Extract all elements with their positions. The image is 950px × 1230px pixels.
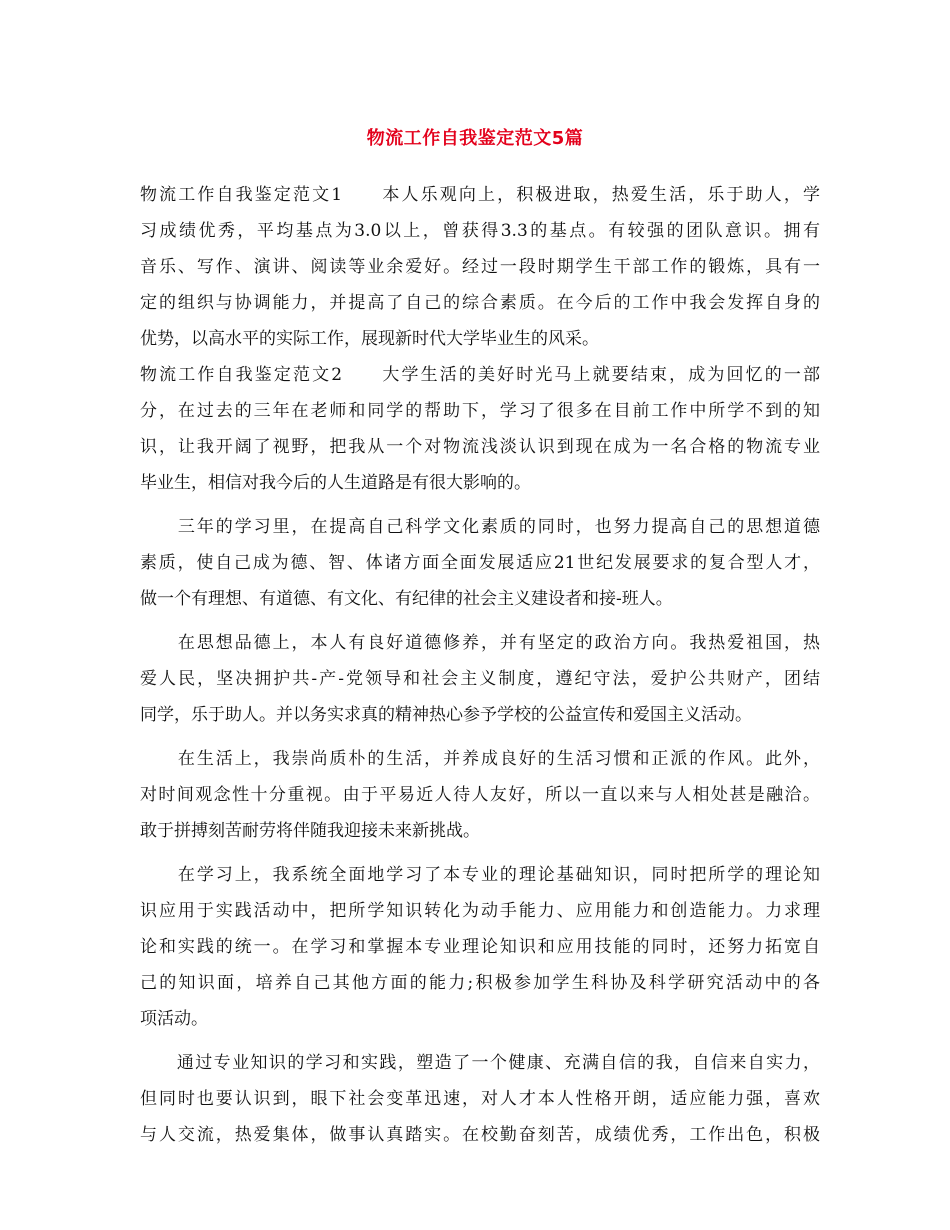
text-line: 通过专业知识的学习和实践，塑造了一个健康、充满自信的我，自信来自实力，: [140, 1053, 820, 1073]
text-line: 同学，乐于助人。并以务实求真的精神热心参予学校的公益宣传和爱国主义活动。: [140, 705, 752, 725]
text-line: 分，在过去的三年在老师和同学的帮助下，学习了很多在目前工作中所学不到的知: [140, 401, 820, 421]
text-line: 毕业生，相信对我今后的人生道路是有很大影响的。: [140, 473, 531, 493]
text-line: 在思想品德上，本人有良好道德修养，并有坚定的政治方向。我热爱祖国，热: [140, 633, 820, 653]
text-line: 在生活上，我崇尚质朴的生活，并养成良好的生活习惯和正派的作风。此外，: [140, 749, 820, 769]
text-line: 敢于拼搏刻苦耐劳将伴随我迎接未来新挑战。: [140, 821, 480, 841]
text-line: 与人交流，热爱集体，做事认真踏实。在校勤奋刻苦，成绩优秀，工作出色，积极: [140, 1125, 820, 1145]
text-line: 项活动。: [140, 1009, 208, 1029]
text-line: 识，让我开阔了视野，把我从一个对物流浅淡认识到现在成为一名合格的物流专业: [140, 437, 820, 457]
text-line: 三年的学习里，在提高自己科学文化素质的同时，也努力提高自己的思想道德: [140, 517, 820, 537]
text-line: 己的知识面，培养自己其他方面的能力;积极参加学生科协及科学研究活动中的各: [140, 973, 820, 993]
text-line: 但同时也要认识到，眼下社会变革迅速，对人才本人性格开朗，适应能力强，喜欢: [140, 1089, 820, 1109]
text-line: 优势，以高水平的实际工作，展现新时代大学毕业生的风采。: [140, 329, 599, 349]
text-line: 音乐、写作、演讲、阅读等业余爱好。经过一段时期学生干部工作的锻炼，具有一: [140, 257, 820, 277]
text-line: 习成绩优秀，平均基点为3.0以上，曾获得3.3的基点。有较强的团队意识。拥有: [140, 221, 820, 241]
text-line: 对时间观念性十分重视。由于平易近人待人友好，所以一直以来与人相处甚是融洽。: [140, 785, 820, 805]
document-body: [140, 177, 820, 1153]
text-line: 物流工作自我鉴定范文1 本人乐观向上，积极进取，热爱生活，乐于助人，学: [140, 185, 820, 205]
text-line: 在学习上，我系统全面地学习了本专业的理论基础知识，同时把所学的理论知: [140, 865, 820, 885]
text-line: 论和实践的统一。在学习和掌握本专业理论知识和应用技能的同时，还努力拓宽自: [140, 937, 820, 957]
text-line: 做一个有理想、有道德、有文化、有纪律的社会主义建设者和接-班人。: [140, 589, 673, 609]
text-line: 定的组织与协调能力，并提高了自己的综合素质。在今后的工作中我会发挥自身的: [140, 293, 820, 313]
text-line: 物流工作自我鉴定范文2 大学生活的美好时光马上就要结束，成为回忆的一部: [140, 365, 820, 385]
text-line: 识应用于实践活动中，把所学知识转化为动手能力、应用能力和创造能力。力求理: [140, 901, 820, 921]
document-title: 物流工作自我鉴定范文5篇: [366, 128, 584, 149]
text-line: 素质，使自己成为德、智、体诸方面全面发展适应21世纪发展要求的复合型人才，: [140, 553, 820, 573]
text-line: 爱人民，坚决拥护共-产-党领导和社会主义制度，遵纪守法，爱护公共财产，团结: [140, 669, 820, 689]
